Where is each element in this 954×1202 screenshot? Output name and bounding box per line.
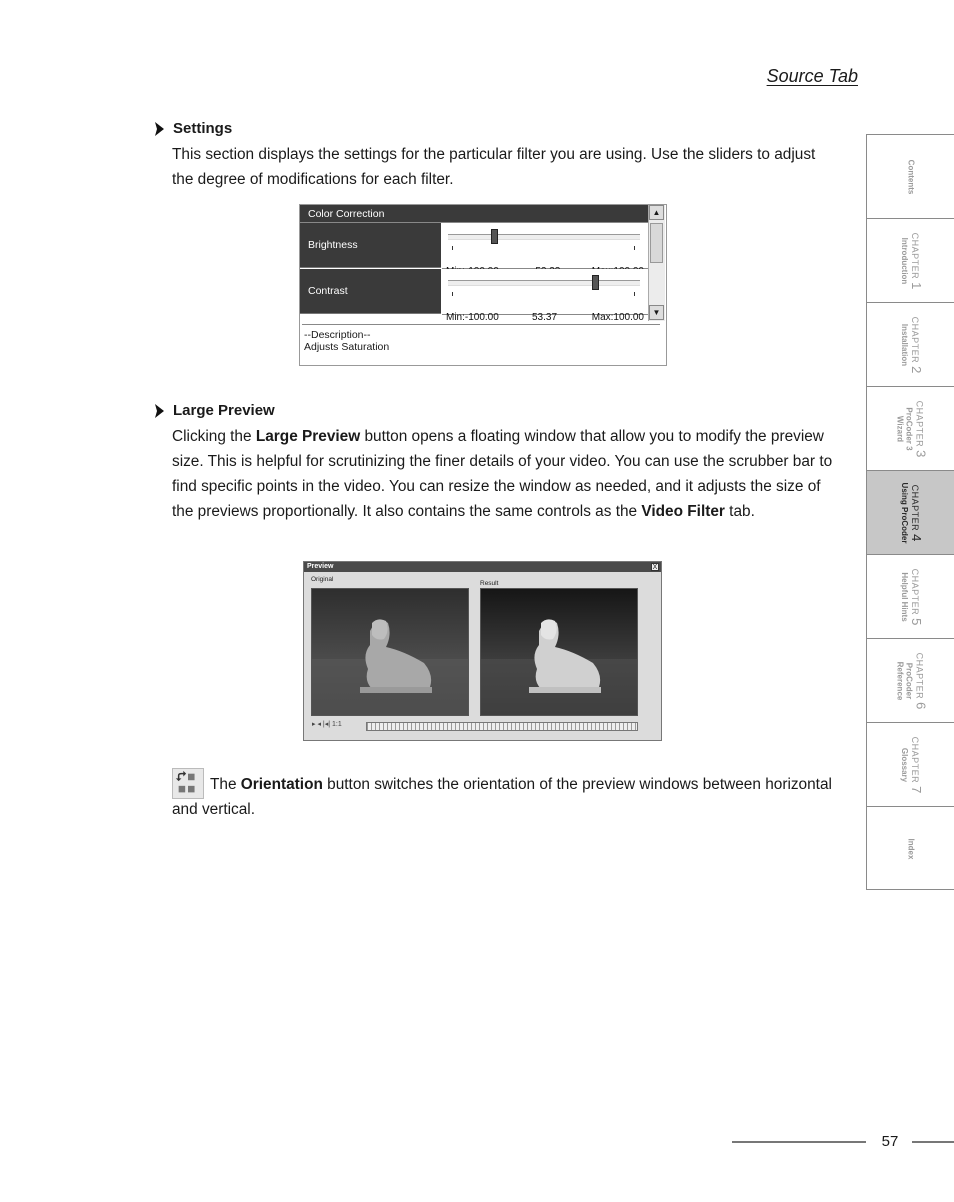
brightness-slider-thumb[interactable] bbox=[491, 229, 498, 244]
settings-heading bbox=[152, 120, 232, 137]
arrow-right-icon bbox=[152, 403, 168, 419]
tab-label: ProCoder Reference bbox=[895, 661, 914, 701]
contrast-control bbox=[442, 269, 648, 323]
vertical-scrollbar[interactable] bbox=[648, 205, 665, 321]
tab-chapter-7[interactable] bbox=[866, 722, 954, 806]
color-correction-title: Color Correction bbox=[308, 208, 385, 220]
running-head: Source Tab bbox=[766, 66, 858, 86]
chapter-tabs bbox=[866, 134, 954, 890]
tab-chapter: CHAPTER bbox=[910, 232, 920, 280]
text-run: tab. bbox=[724, 503, 755, 520]
large-preview-body bbox=[172, 424, 836, 524]
scroll-up-icon[interactable]: ▲ bbox=[649, 205, 664, 220]
preview-window bbox=[303, 561, 662, 741]
tab-chapter: CHAPTER bbox=[910, 484, 920, 532]
description-text: Adjusts Saturation bbox=[304, 341, 390, 353]
tab-contents[interactable] bbox=[866, 134, 954, 218]
brightness-row bbox=[300, 223, 648, 268]
tab-label: Introduction bbox=[900, 237, 909, 285]
original-preview-image bbox=[311, 588, 469, 716]
contrast-slider-thumb[interactable] bbox=[592, 275, 599, 290]
tab-label: Helpful Hints bbox=[900, 572, 909, 622]
contrast-value: 53.37 bbox=[532, 312, 558, 323]
tab-index[interactable] bbox=[866, 806, 954, 890]
preview-playback-controls[interactable]: ▸ ◂ |◂| 1:1 bbox=[312, 721, 342, 728]
tab-number: 2 bbox=[909, 366, 924, 374]
page-number: 57 bbox=[881, 1133, 899, 1150]
scroll-down-icon[interactable]: ▼ bbox=[649, 305, 664, 320]
contrast-label: Contrast bbox=[300, 269, 441, 314]
tab-chapter-2[interactable] bbox=[866, 302, 954, 386]
tab-chapter: CHAPTER bbox=[910, 316, 920, 364]
slider-tick bbox=[634, 292, 635, 296]
text-run: The bbox=[210, 776, 241, 793]
description-label: --Description-- bbox=[304, 329, 371, 341]
tab-chapter: CHAPTER bbox=[910, 736, 920, 784]
preview-titlebar bbox=[304, 562, 661, 572]
contrast-track[interactable] bbox=[448, 280, 640, 286]
color-correction-panel bbox=[299, 204, 667, 366]
settings-heading-text: Settings bbox=[173, 120, 233, 137]
footer-rule-left bbox=[732, 1141, 866, 1143]
text-run: button opens a floating window that allow you to modify the preview size. This is helpful for scrutinizing the finer details of your video. You can use the scrubber bar to find specific points in the video. You can resize the window as needed, and it adjusts the size of the previews proportionally. It also contains the same controls as the bbox=[172, 428, 833, 520]
orientation-body bbox=[172, 772, 836, 822]
tab-number: 3 bbox=[913, 450, 929, 458]
preview-title: Preview bbox=[307, 563, 334, 570]
slider-tick bbox=[452, 292, 453, 296]
tab-number: 7 bbox=[909, 786, 924, 794]
original-label: Original bbox=[311, 576, 334, 583]
text-run: button switches the orientation of the preview windows between horizontal and vertical. bbox=[172, 776, 832, 818]
tab-chapter-6[interactable] bbox=[866, 638, 954, 722]
result-preview-image bbox=[480, 588, 638, 716]
settings-body: This section displays the settings for the particular filter you are using. Use the sliders to adjust the degree of modifications for each filter. bbox=[172, 146, 816, 188]
close-icon[interactable]: X bbox=[652, 564, 658, 571]
result-label: Result bbox=[480, 580, 499, 587]
video-filter-term: Video Filter bbox=[641, 503, 725, 520]
brightness-label: Brightness bbox=[300, 223, 441, 268]
tab-number: 4 bbox=[909, 534, 924, 542]
tab-label: Glossary bbox=[900, 747, 909, 783]
description-box bbox=[302, 324, 660, 362]
arrow-right-icon bbox=[152, 121, 168, 137]
contrast-min: Min:-100.00 bbox=[446, 312, 499, 323]
tab-chapter-4[interactable] bbox=[866, 470, 954, 554]
orientation-term: Orientation bbox=[240, 776, 323, 793]
color-correction-header bbox=[300, 205, 648, 223]
brightness-track[interactable] bbox=[448, 234, 640, 240]
tab-number: 6 bbox=[913, 702, 929, 710]
tab-label: Using ProCoder bbox=[900, 482, 909, 544]
tab-chapter: CHAPTER bbox=[914, 400, 925, 448]
slider-tick bbox=[452, 246, 453, 250]
text-run: Clicking the bbox=[172, 428, 256, 445]
tab-chapter-3[interactable] bbox=[866, 386, 954, 470]
contrast-row bbox=[300, 269, 648, 323]
tab-chapter-1[interactable] bbox=[866, 218, 954, 302]
large-preview-heading-text: Large Preview bbox=[173, 402, 275, 419]
brightness-control bbox=[442, 223, 648, 269]
scrollbar-thumb[interactable] bbox=[650, 223, 663, 263]
large-preview-heading bbox=[152, 402, 275, 419]
contrast-max: Max:100.00 bbox=[591, 312, 644, 323]
tab-label: Index bbox=[906, 838, 916, 860]
slider-tick bbox=[634, 246, 635, 250]
tab-number: 5 bbox=[909, 618, 924, 626]
tab-chapter: CHAPTER bbox=[910, 568, 920, 616]
footer-rule-right bbox=[912, 1141, 954, 1143]
tab-number: 1 bbox=[909, 282, 924, 290]
large-preview-term: Large Preview bbox=[255, 428, 361, 445]
tab-label: Installation bbox=[900, 323, 909, 367]
tab-label: Contents bbox=[906, 159, 916, 195]
scrubber-bar[interactable] bbox=[366, 722, 638, 731]
tab-chapter-5[interactable] bbox=[866, 554, 954, 638]
tab-label: ProCoder 3 Wizard bbox=[895, 407, 914, 451]
tab-chapter: CHAPTER bbox=[914, 652, 925, 700]
